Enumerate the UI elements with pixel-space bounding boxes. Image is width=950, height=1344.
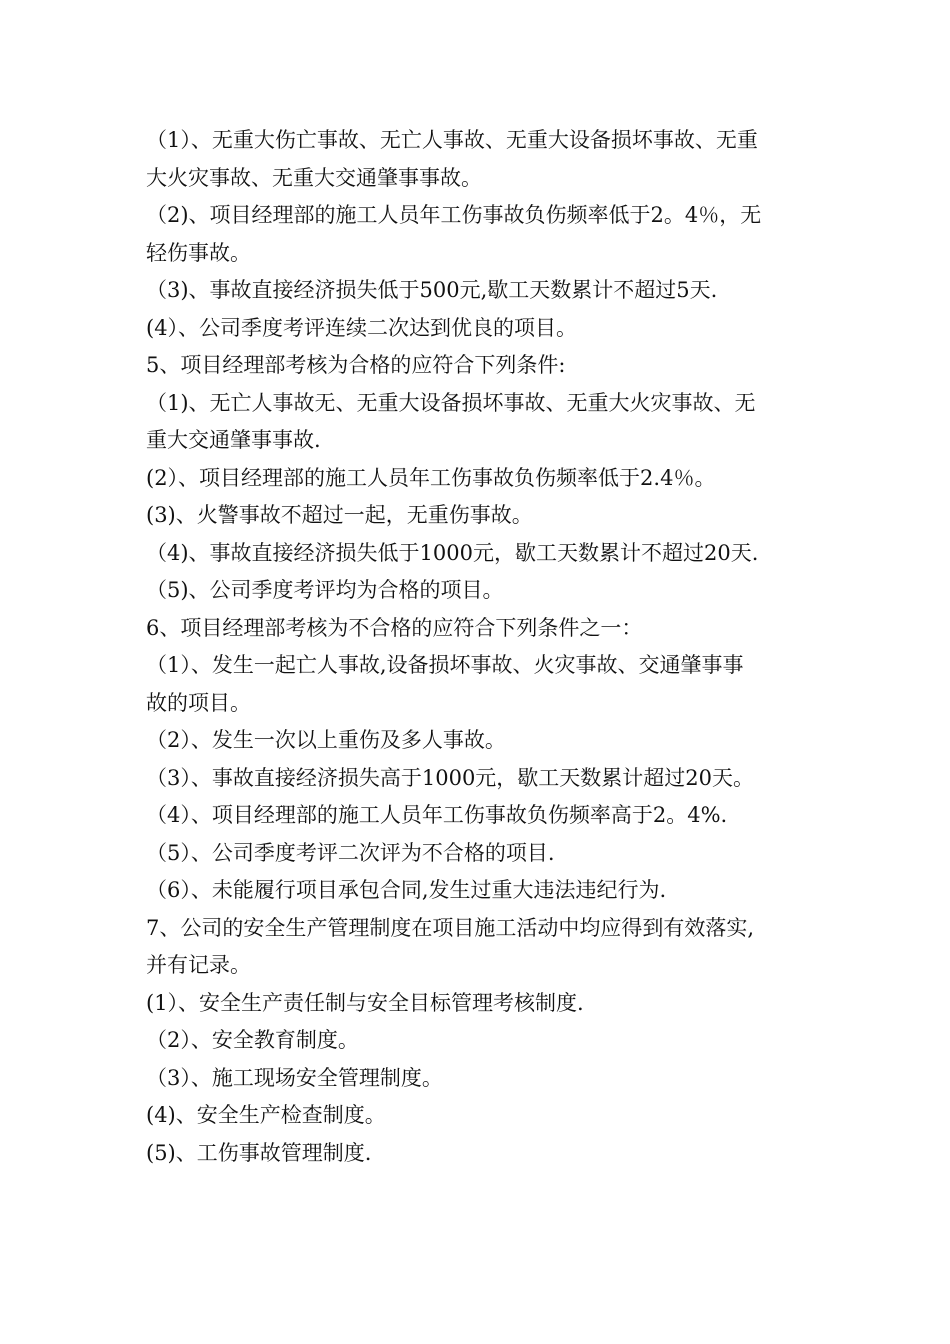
section-heading: 7、公司的安全生产管理制度在项目施工活动中均应得到有效落实, [146,915,755,940]
text-line: （4)、事故直接经济损失低于1000元，歇工天数累计不超过20天. [146,540,759,565]
text-line: (5)、工伤事故管理制度. [146,1140,372,1165]
section-heading: 6、项目经理部考核为不合格的应符合下列条件之一： [146,615,643,640]
text-line: （1)、无亡人事故无、无重大设备损坏事故、无重大火灾事故、无 [146,390,756,415]
text-line: 重大交通肇事事故. [146,428,321,452]
text-line: （3)、事故直接经济损失低于500元,歇工天数累计不超过5天. [146,278,718,302]
text-line: （3）、事故直接经济损失高于1000元，歇工天数累计超过20天。 [146,765,755,790]
text-line: 并有记录。 [146,953,251,977]
text-line: （6）、未能履行项目承包合同,发生过重大违法违纪行为. [146,878,667,902]
text-line: （2）、发生一次以上重伤及多人事故。 [146,728,506,752]
text-line: 大火灾事故、无重大交通肇事事故。 [146,165,482,190]
text-line: （5）、公司季度考评二次评为不合格的项目. [146,840,555,865]
text-line: (3)、火警事故不超过一起，无重伤事故。 [146,503,533,527]
text-line: 轻伤事故。 [146,240,251,265]
text-line: （2）、安全教育制度。 [146,1028,359,1052]
text-line: （1）、发生一起亡人事故,设备损坏事故、火灾事故、交通肇事事 [146,653,744,677]
text-line: （3）、施工现场安全管理制度。 [146,1065,443,1090]
document-body [146,122,816,1172]
text-line: (4)、安全生产检查制度。 [146,1103,386,1127]
text-line: (4）、公司季度考评连续二次达到优良的项目。 [146,315,578,340]
section-heading: 5、项目经理部考核为合格的应符合下列条件: [146,353,566,377]
text-line: （4）、项目经理部的施工人员年工伤事故负伤频率高于2。4%. [146,803,728,827]
text-line: （1）、无重大伤亡事故、无亡人事故、无重大设备损坏事故、无重 [146,128,758,152]
text-line: 故的项目。 [146,690,251,715]
text-line: (1）、安全生产责任制与安全目标管理考核制度. [146,990,584,1015]
text-line: （5)、公司季度考评均为合格的项目。 [146,578,504,602]
text-line: （2)、项目经理部的施工人员年工伤事故负伤频率低于2。4％，无 [146,203,762,227]
text-line: (2）、项目经理部的施工人员年工伤事故负伤频率低于2.4％。 [146,465,716,490]
